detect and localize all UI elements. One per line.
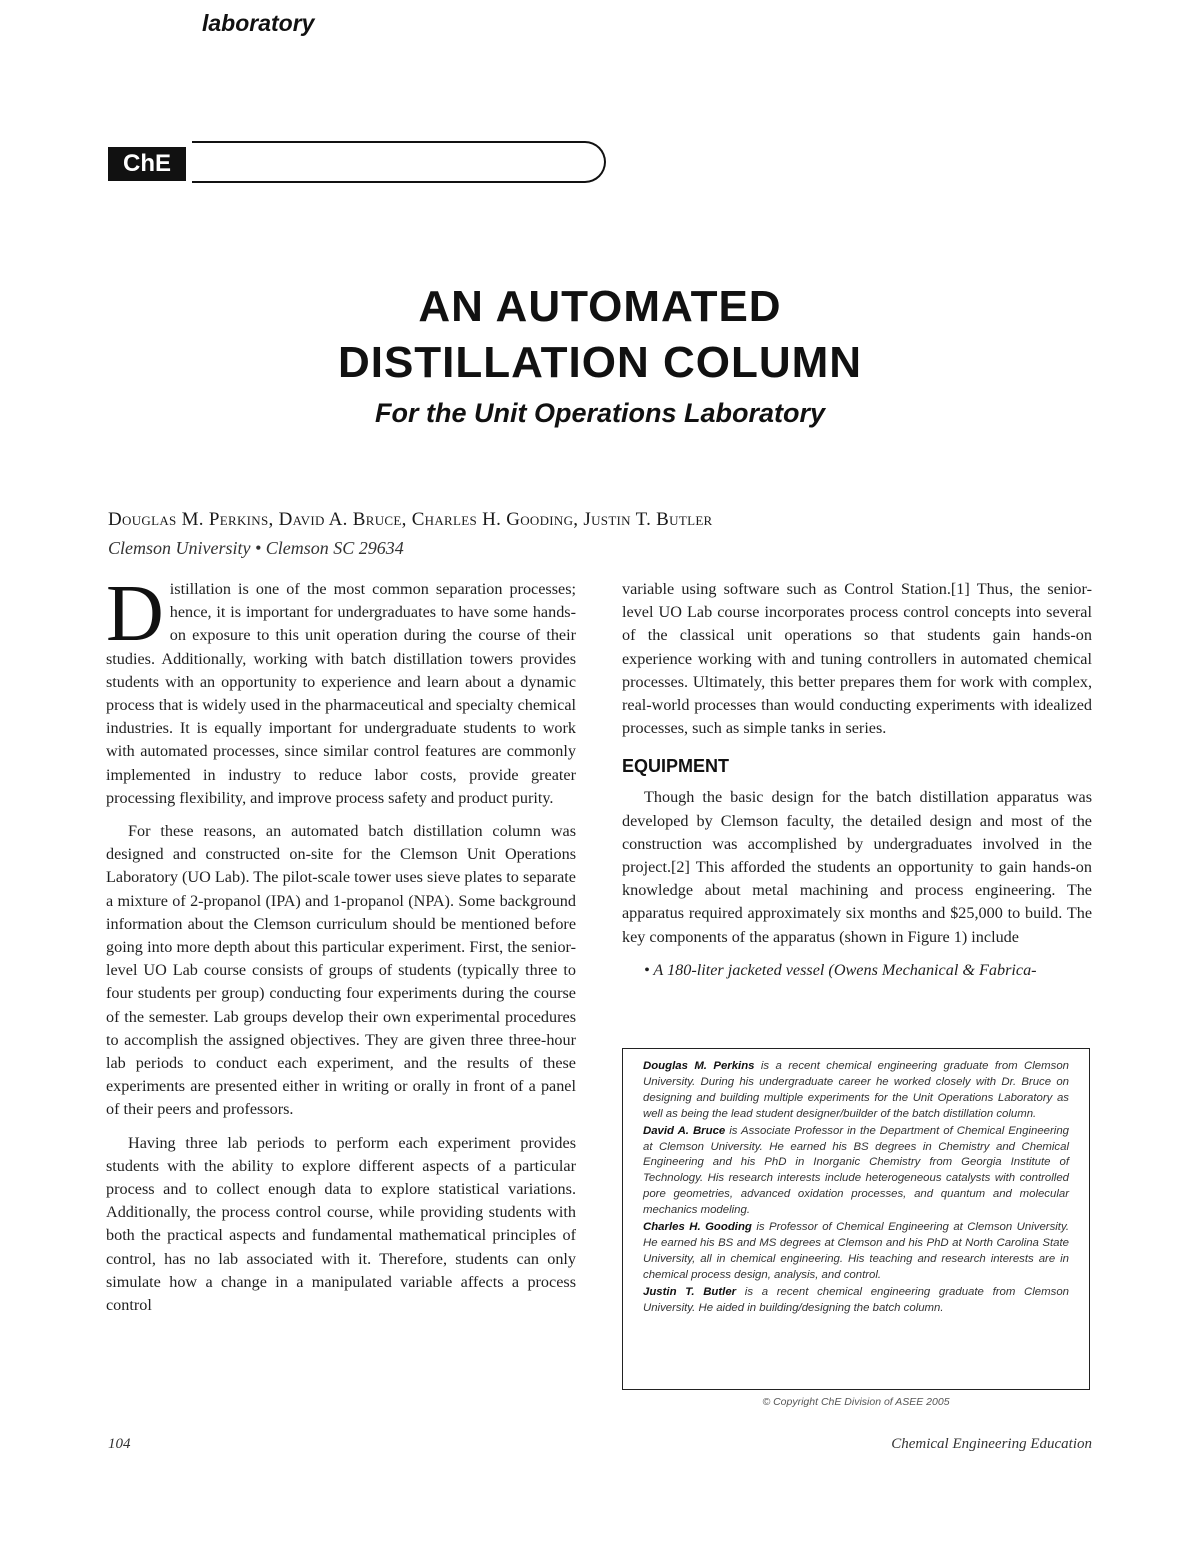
bio-text: is a recent chemical engineering graduate from Clemson University. During his undergraduate career he worked closely with Dr. Bruce on designing and building multiple experiments for the Unit Operations Laboratory as well as being the lead student designer/builder of the batch distillation column. xyxy=(643,1060,1069,1120)
bio-perkins xyxy=(643,1059,1069,1123)
section-heading-equipment: EQUIPMENT xyxy=(622,756,730,777)
intro-text: istillation is one of the most common separation processes; hence, it is important for undergraduates to have some hands-on exposure to this unit operation during the course of their studies. Additionally, working with batch distillation towers provides students with an opportunity to experience and learn about a dynamic process that is widely used in the pharmaceutical and specialty chemical industries. It is equally important for undergraduate students to work with automated processes, since similar control features are commonly implemented in industry to reduce labor costs, provide greater processing flexibility, and improve process safety and product purity. xyxy=(106,580,576,807)
copyright-notice: © Copyright ChE Division of ASEE 2005 xyxy=(762,1396,950,1408)
che-badge: ChE xyxy=(108,147,186,181)
left-column xyxy=(106,570,576,1327)
title-line-1: AN AUTOMATED xyxy=(418,282,782,331)
bio-text: is a recent chemical engineering graduate from Clemson University. He aided in building/designing the batch column. xyxy=(643,1285,1069,1314)
section-header xyxy=(108,141,608,187)
right-column xyxy=(622,578,1092,992)
continuation-paragraph: variable using software such as Control Station.[1] Thus, the senior-level UO Lab course incorporates process control concepts into several of the classical unit operations so that students gain hands-on experience working with and tuning controllers in automated chemical processes. Ultimately, this better prepares them for work with complex, real-world processes than would conducting experiments with idealized processes, such as simple tanks in series. xyxy=(622,580,1092,738)
bio-name: Douglas M. Perkins xyxy=(643,1060,755,1072)
equipment-paragraph: Though the basic design for the batch distillation apparatus was developed by Clemson faculty, the detailed design and most of the construction was accomplished by undergraduates involved in the project.[2] This afforded the students an opportunity to gain hands-on knowledge about metal machining and process engineering. The apparatus required approximately six months and $25,000 to build. The key components of the apparatus (shown in Figure 1) include xyxy=(622,788,1092,946)
author-list: Douglas M. Perkins, David A. Bruce, Charles H. Gooding, Justin T. Butler xyxy=(108,509,713,530)
bio-text: is Associate Professor in the Department of Chemical Engineering at Clemson University. He earned his BS degrees in Chemistry and Chemical Engineering and his PhD in Inorganic Chemistry from Georgia Institute of Technology. His research interests include heterogeneous catalysts with controlled pore geometries, advanced oxidation processes, and quantum and molecular mechanics modeling. xyxy=(643,1124,1069,1217)
bio-name: Justin T. Butler xyxy=(643,1285,737,1298)
page-number: 104 xyxy=(108,1436,131,1452)
body-paragraph-2: For these reasons, an automated batch distillation column was designed and constructed on-site for the Clemson Unit Operations Laboratory (UO Lab). The pilot-scale tower uses sieve plates to separate a mixture of 2-propanol (IPA) and 1-propanol (NPA). Some background information about the Clemson curriculum should be mentioned before going into more depth about this particular experiment. First, the senior-level UO Lab course consists of groups of students (typically three to four students per group) conducting four experiments during the course of the semester. Lab groups develop their own experimental procedures to accomplish the assigned objectives. They are given three three-hour lab periods to conduct each experiment, and the results of these experiments are presented either in writing or orally in front of a panel of their peers and professors. xyxy=(106,822,576,1119)
intro-paragraph xyxy=(106,570,576,810)
drop-cap: D xyxy=(106,570,164,658)
bio-name: Charles H. Gooding xyxy=(643,1221,752,1234)
bio-name: David A. Bruce xyxy=(643,1124,726,1137)
bio-text: is Professor of Chemical Engineering at Clemson University. He earned his BS and MS degrees at Clemson and his PhD at North Carolina State University, all in chemical engineering. His teaching and research interests are in chemical process design, analysis, and control. xyxy=(643,1221,1069,1281)
title-line-2: DISTILLATION COLUMN xyxy=(337,338,863,387)
section-pill xyxy=(192,141,606,183)
bio-gooding xyxy=(643,1220,1069,1284)
bio-bruce xyxy=(643,1124,1069,1219)
author-bios-box xyxy=(622,1048,1090,1390)
bio-butler xyxy=(643,1285,1069,1317)
body-paragraph-3: Having three lab periods to perform each experiment provides students with the ability to explore different aspects of a particular process and to collect enough data to explore statistical variations. Additionally, the process control course, while providing students with both the practical aspects and fundamental mathematical principles of control, has no lab associated with it. Therefore, students can only simulate how a change in a manipulated variable affects a process control xyxy=(106,1133,576,1315)
section-label: laboratory xyxy=(202,10,315,36)
journal-name: Chemical Engineering Education xyxy=(891,1436,1092,1452)
affiliation: Clemson University • Clemson SC 29634 xyxy=(108,538,404,558)
equipment-bullet: • A 180-liter jacketed vessel (Owens Mechanical & Fabrica- xyxy=(644,960,1037,979)
subtitle: For the Unit Operations Laboratory xyxy=(374,398,826,428)
